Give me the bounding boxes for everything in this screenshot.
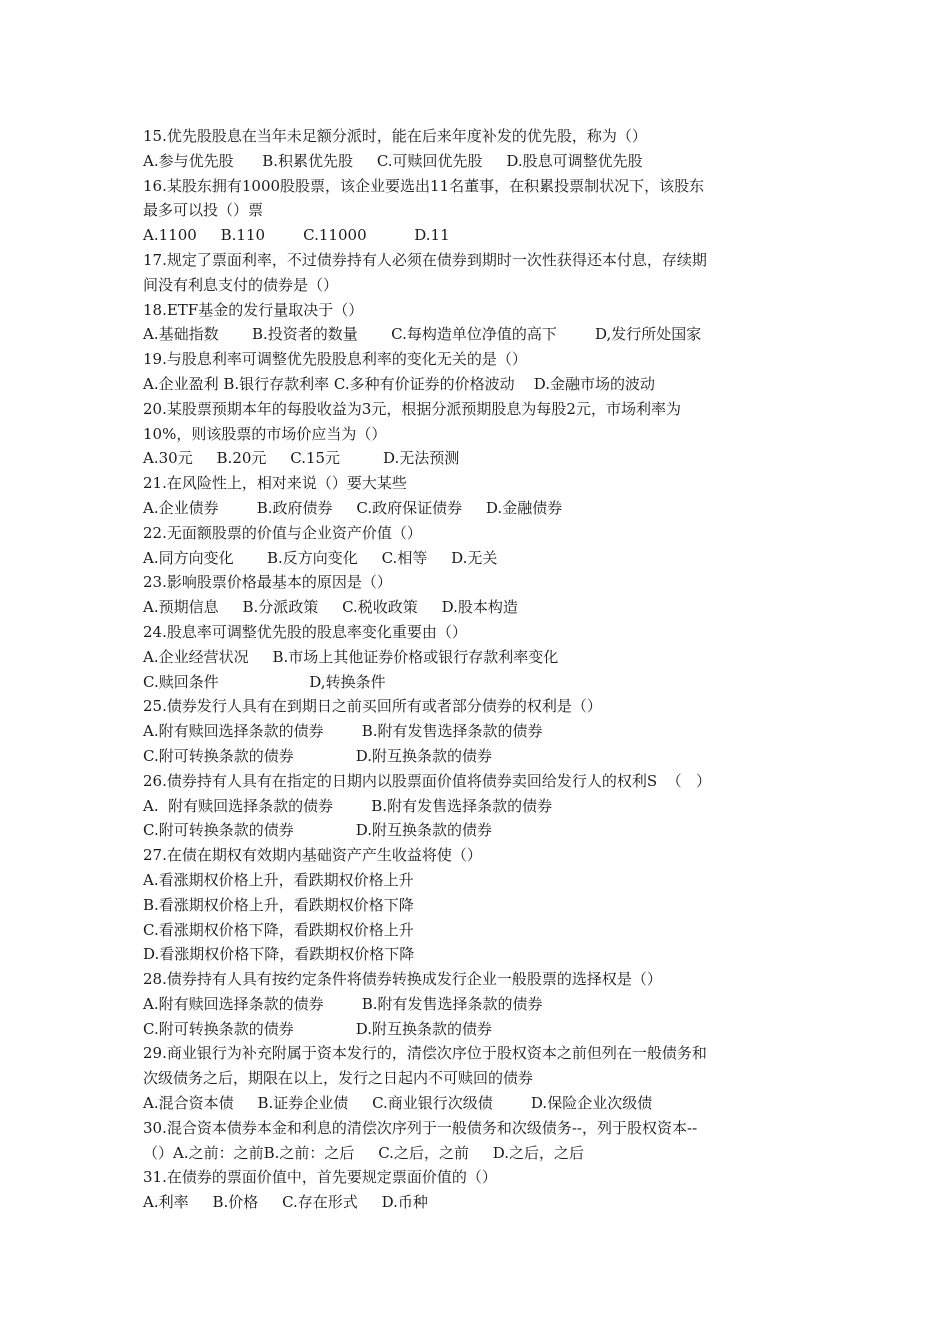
question-20-options: A.30元 B.20元 C.15元 D.无法预测 bbox=[143, 449, 460, 468]
question-28-options-cd: C.附可转换条款的债券 D.附互换条款的债券 bbox=[143, 1019, 492, 1038]
question-31-stem: 31.在债券的票面价值中，首先要规定票面价值的（） bbox=[143, 1168, 497, 1187]
question-27-option-b: B.看涨期权价格上升，看跌期权价格下降 bbox=[143, 895, 414, 914]
question-30-stem: 30.混合资本债券本金和利息的清偿次序列于一般债务和次级债务--，列于股权资本-- bbox=[143, 1118, 698, 1137]
question-28-stem: 28.债券持有人具有按约定条件将债券转换成发行企业一般股票的选择权是（） bbox=[143, 970, 662, 989]
question-17-stem-cont: 间没有利息支付的债券是（） bbox=[143, 275, 339, 294]
question-26-stem: 26.债券持有人具有在指定的日期内以股票面价值将债券卖回给发行人的权利S （ ） bbox=[143, 771, 711, 790]
question-27-option-c: C.看涨期权价格下降，看跌期权价格上升 bbox=[143, 920, 414, 939]
question-22-options: A.同方向变化 B.反方向变化 C.相等 D.无关 bbox=[143, 548, 498, 567]
question-30-options: （）A.之前：之前B.之前：之后 C.之后，之前 D.之后，之后 bbox=[143, 1143, 585, 1162]
question-22-stem: 22.无面额股票的价值与企业资产价值（） bbox=[143, 523, 422, 542]
question-25-stem: 25.债券发行人具有在到期日之前买回所有或者部分债券的权利是（） bbox=[143, 697, 602, 716]
question-24-options-ab: A.企业经营状况 B.市场上其他证券价格或银行存款利率变化 bbox=[143, 647, 559, 666]
question-25-options-cd: C.附可转换条款的债券 D.附互换条款的债券 bbox=[143, 746, 492, 765]
question-25-options-ab: A.附有赎回选择条款的债券 B.附有发售选择条款的债券 bbox=[143, 722, 543, 741]
question-26-options-ab: A. 附有赎回选择条款的债券 B.附有发售选择条款的债券 bbox=[143, 796, 553, 815]
question-31-options: A.利率 B.价格 C.存在形式 D.币种 bbox=[143, 1193, 428, 1212]
question-19-options: A.企业盈利 B.银行存款利率 C.多种有价证券的价格波动 D.金融市场的波动 bbox=[143, 374, 655, 393]
question-27-option-a: A.看涨期权价格上升，看跌期权价格上升 bbox=[143, 870, 414, 889]
document-body bbox=[143, 124, 813, 1215]
question-21-stem: 21.在风险性上，相对来说（）要大某些 bbox=[143, 474, 407, 493]
question-23-stem: 23.影响股票价格最基本的原因是（） bbox=[143, 573, 392, 592]
question-20-stem: 20.某股票预期本年的每股收益为3元，根据分派预期股息为每股2元，市场利率为 bbox=[143, 399, 681, 418]
question-24-options-cd: C.赎回条件 D,转换条件 bbox=[143, 672, 386, 691]
question-28-options-ab: A.附有赎回选择条款的债券 B.附有发售选择条款的债券 bbox=[143, 994, 543, 1013]
question-24-stem: 24.股息率可调整优先股的股息率变化重要由（） bbox=[143, 622, 467, 641]
question-21-options: A.企业债券 B.政府债券 C.政府保证债券 D.金融债券 bbox=[143, 498, 563, 517]
question-18-options: A.基础指数 B.投资者的数量 C.每构造单位净值的高下 D,发行所处国家 bbox=[143, 325, 702, 344]
question-16-stem-cont: 最多可以投（）票 bbox=[143, 201, 264, 220]
question-20-stem-cont: 10%，则该股票的市场价应当为（） bbox=[143, 424, 387, 443]
question-27-stem: 27.在债在期权有效期内基础资产产生收益将使（） bbox=[143, 846, 482, 865]
question-29-options: A.混合资本债 B.证券企业债 C.商业银行次级债 D.保险企业次级债 bbox=[143, 1094, 653, 1113]
question-29-stem-cont: 次级债务之后，期限在以上，发行之日起内不可赎回的债券 bbox=[143, 1069, 534, 1088]
question-26-options-cd: C.附可转换条款的债券 D.附互换条款的债券 bbox=[143, 821, 492, 840]
question-18-stem: 18.ETF基金的发行量取决于（） bbox=[143, 300, 364, 319]
question-23-options: A.预期信息 B.分派政策 C.税收政策 D.股本构造 bbox=[143, 598, 518, 617]
question-16-options: A.1100 B.110 C.11000 D.11 bbox=[143, 226, 450, 245]
question-15-stem: 15.优先股股息在当年未足额分派时，能在后来年度补发的优先股，称为（） bbox=[143, 127, 647, 145]
question-15-options: A.参与优先股 B.积累优先股 C.可赎回优先股 D.股息可调整优先股 bbox=[143, 151, 643, 170]
question-27-option-d: D.看涨期权价格下降，看跌期权价格下降 bbox=[143, 945, 415, 964]
question-16-stem: 16.某股东拥有1000股股票，该企业要选出11名董事，在积累投票制状况下，该股东 bbox=[143, 176, 705, 195]
question-29-stem: 29.商业银行为补充附属于资本发行的，清偿次序位于股权资本之前但列在一般债务和 bbox=[143, 1044, 707, 1063]
question-17-stem: 17.规定了票面利率，不过债券持有人必须在债券到期时一次性获得还本付息，存续期 bbox=[143, 250, 707, 269]
question-19-stem: 19.与股息利率可调整优先股股息利率的变化无关的是（） bbox=[143, 350, 527, 369]
